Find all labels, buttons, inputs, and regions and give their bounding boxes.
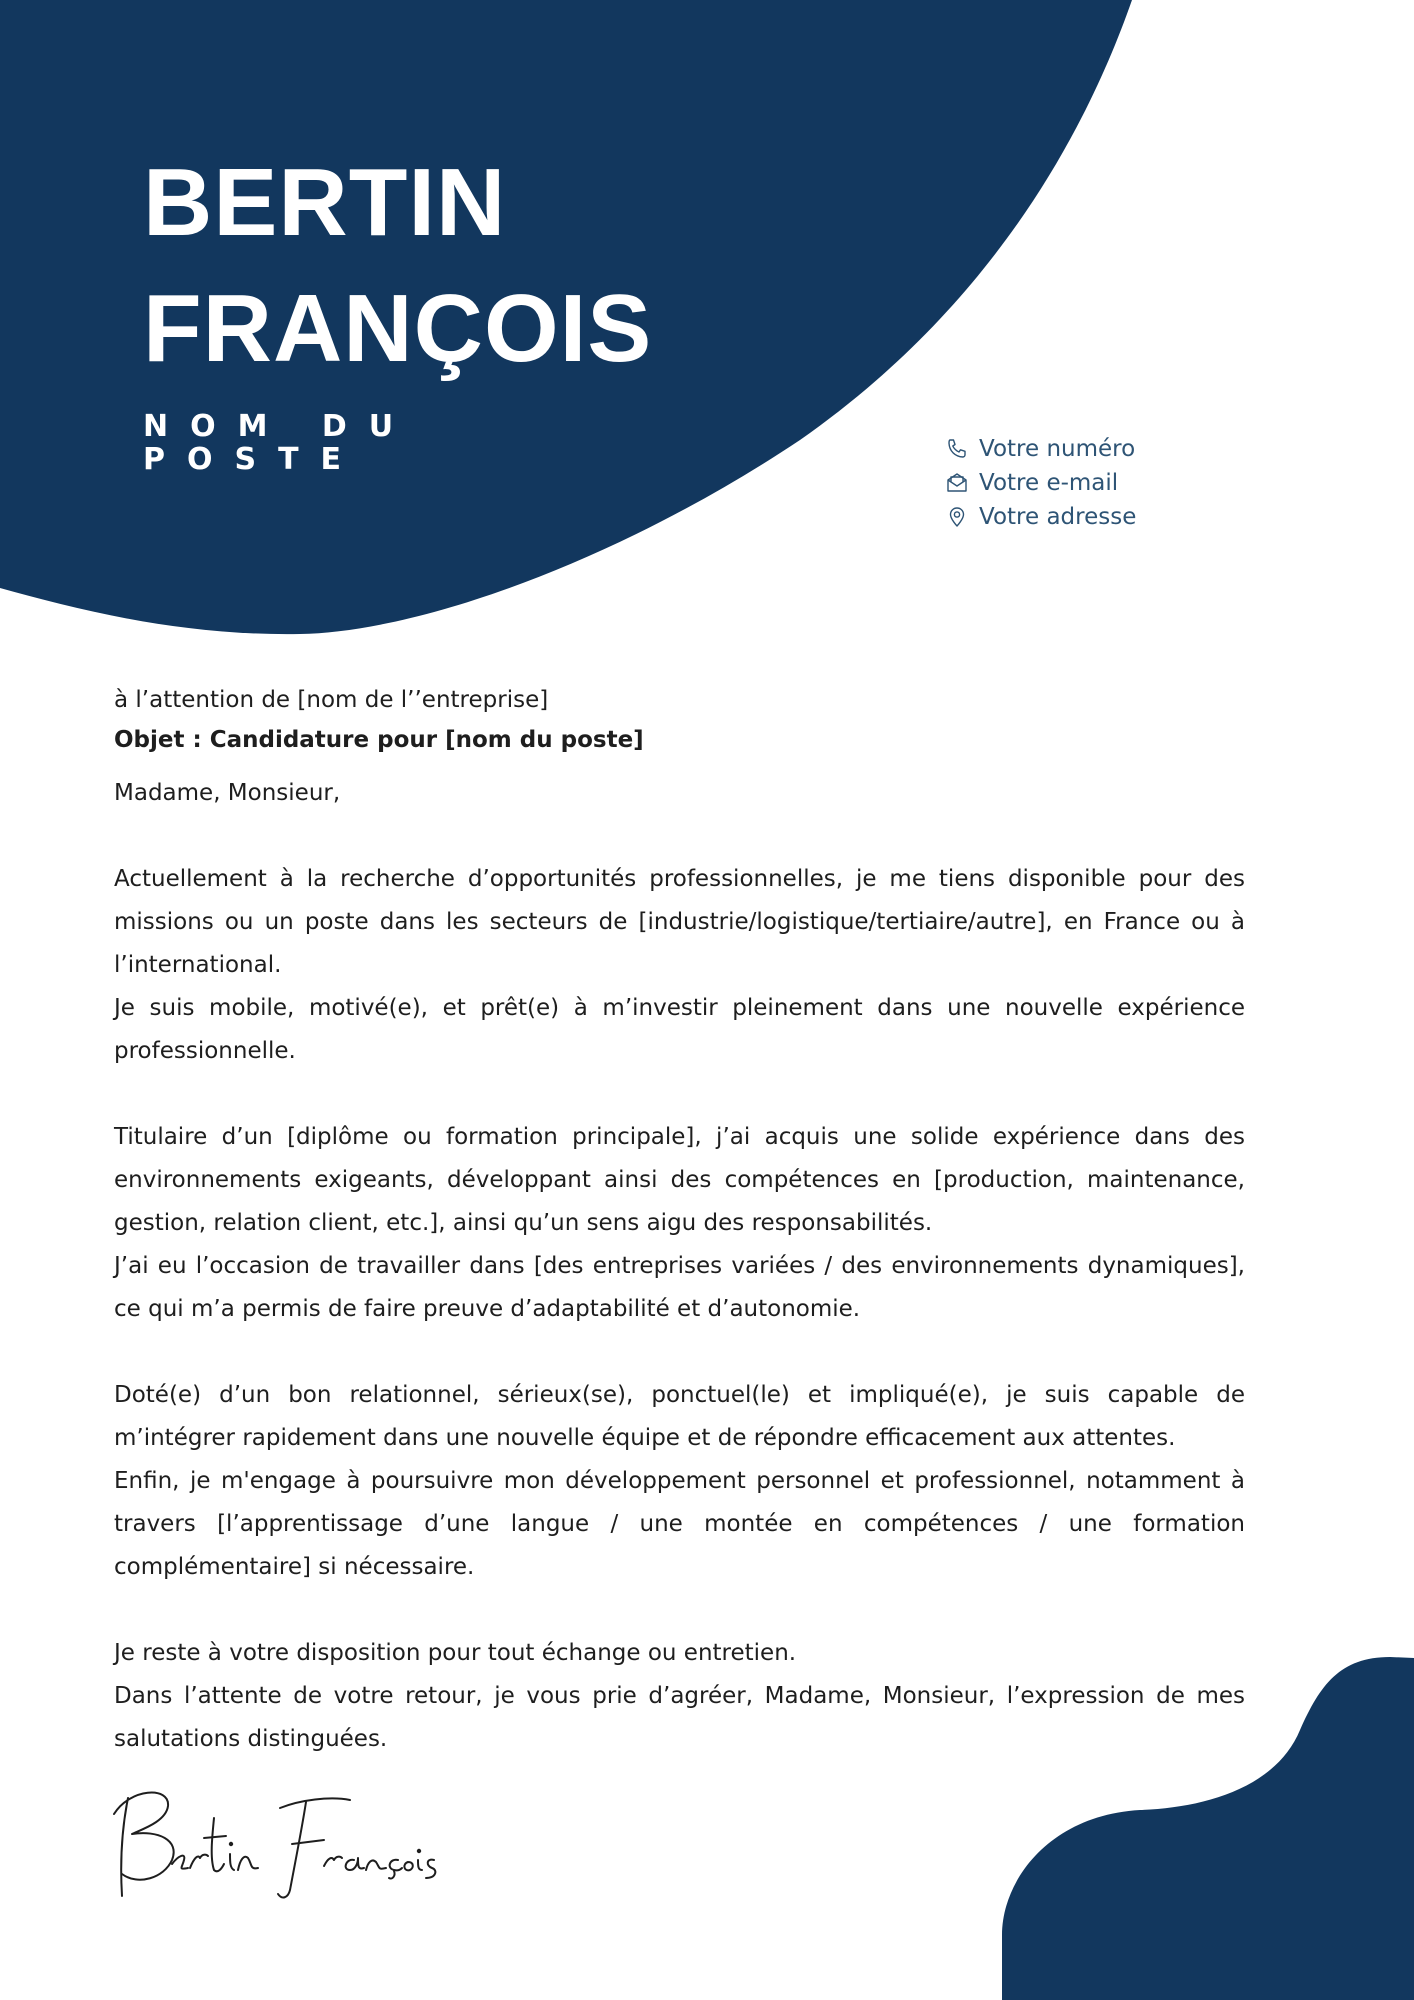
letter-body [114, 680, 1245, 1761]
job-title: NOM DU POSTE [143, 409, 416, 477]
contact-email-label: Votre e-mail [979, 470, 1119, 496]
paragraph-4b: Dans l’attente de votre retour, je vous prie d’agréer, Madame, Monsieur, l’expression de mes salutations distinguées. [114, 1683, 1245, 1752]
paragraph-2b: J’ai eu l’occasion de travailler dans [des entreprises variées / des environnements dynamiques], ce qui m’a permis de faire preuve d’adaptabilité et d’autonomie. [114, 1253, 1245, 1322]
paragraph-4a: Je reste à votre disposition pour tout échange ou entretien. [114, 1640, 797, 1666]
contact-info [945, 432, 1136, 534]
phone-icon [945, 437, 969, 461]
contact-phone-label: Votre numéro [979, 436, 1136, 462]
handwritten-signature [110, 1778, 450, 1908]
paragraph-1a: Actuellement à la recherche d’opportunités professionnelles, je me tiens disponible pour des missions ou un poste dans les secteurs de [industrie/logistique/tertiaire/autre], en France ou à l’international. [114, 866, 1245, 978]
location-pin-icon [945, 505, 969, 529]
paragraph-2a: Titulaire d’un [diplôme ou formation principale], j’ai acquis une solide expérience dans des environnements exigeants, développant ainsi des compétences en [production, maintenance, gestion, relation client, etc.], ainsi qu’un sens aigu des responsabilités. [114, 1124, 1245, 1236]
candidate-first-name: FRANÇOIS [143, 275, 653, 382]
contact-phone [945, 432, 1136, 466]
contact-address [945, 500, 1136, 534]
paragraph-3a: Doté(e) d’un bon relationnel, sérieux(se), ponctuel(le) et impliqué(e), je suis capable de m’intégrer rapidement dans une nouvelle équipe et de répondre efficacement aux attentes. [114, 1382, 1245, 1451]
greeting: Madame, Monsieur, [114, 780, 341, 806]
recipient-line: à l’attention de [nom de l’’entreprise] [114, 687, 549, 713]
contact-address-label: Votre adresse [979, 504, 1137, 530]
candidate-name [143, 140, 652, 392]
subject-line: Objet : Candidature pour [nom du poste] [114, 727, 644, 753]
candidate-last-name: BERTIN [143, 149, 507, 256]
email-icon [945, 471, 969, 495]
paragraph-3b: Enfin, je m'engage à poursuivre mon développement personnel et professionnel, notamment à travers [l’apprentissage d’une langue / une montée en compétences / une formation complémentaire] si nécessaire. [114, 1468, 1245, 1580]
contact-email [945, 466, 1136, 500]
paragraph-1b: Je suis mobile, motivé(e), et prêt(e) à m’investir pleinement dans une nouvelle expérience professionnelle. [114, 995, 1245, 1064]
